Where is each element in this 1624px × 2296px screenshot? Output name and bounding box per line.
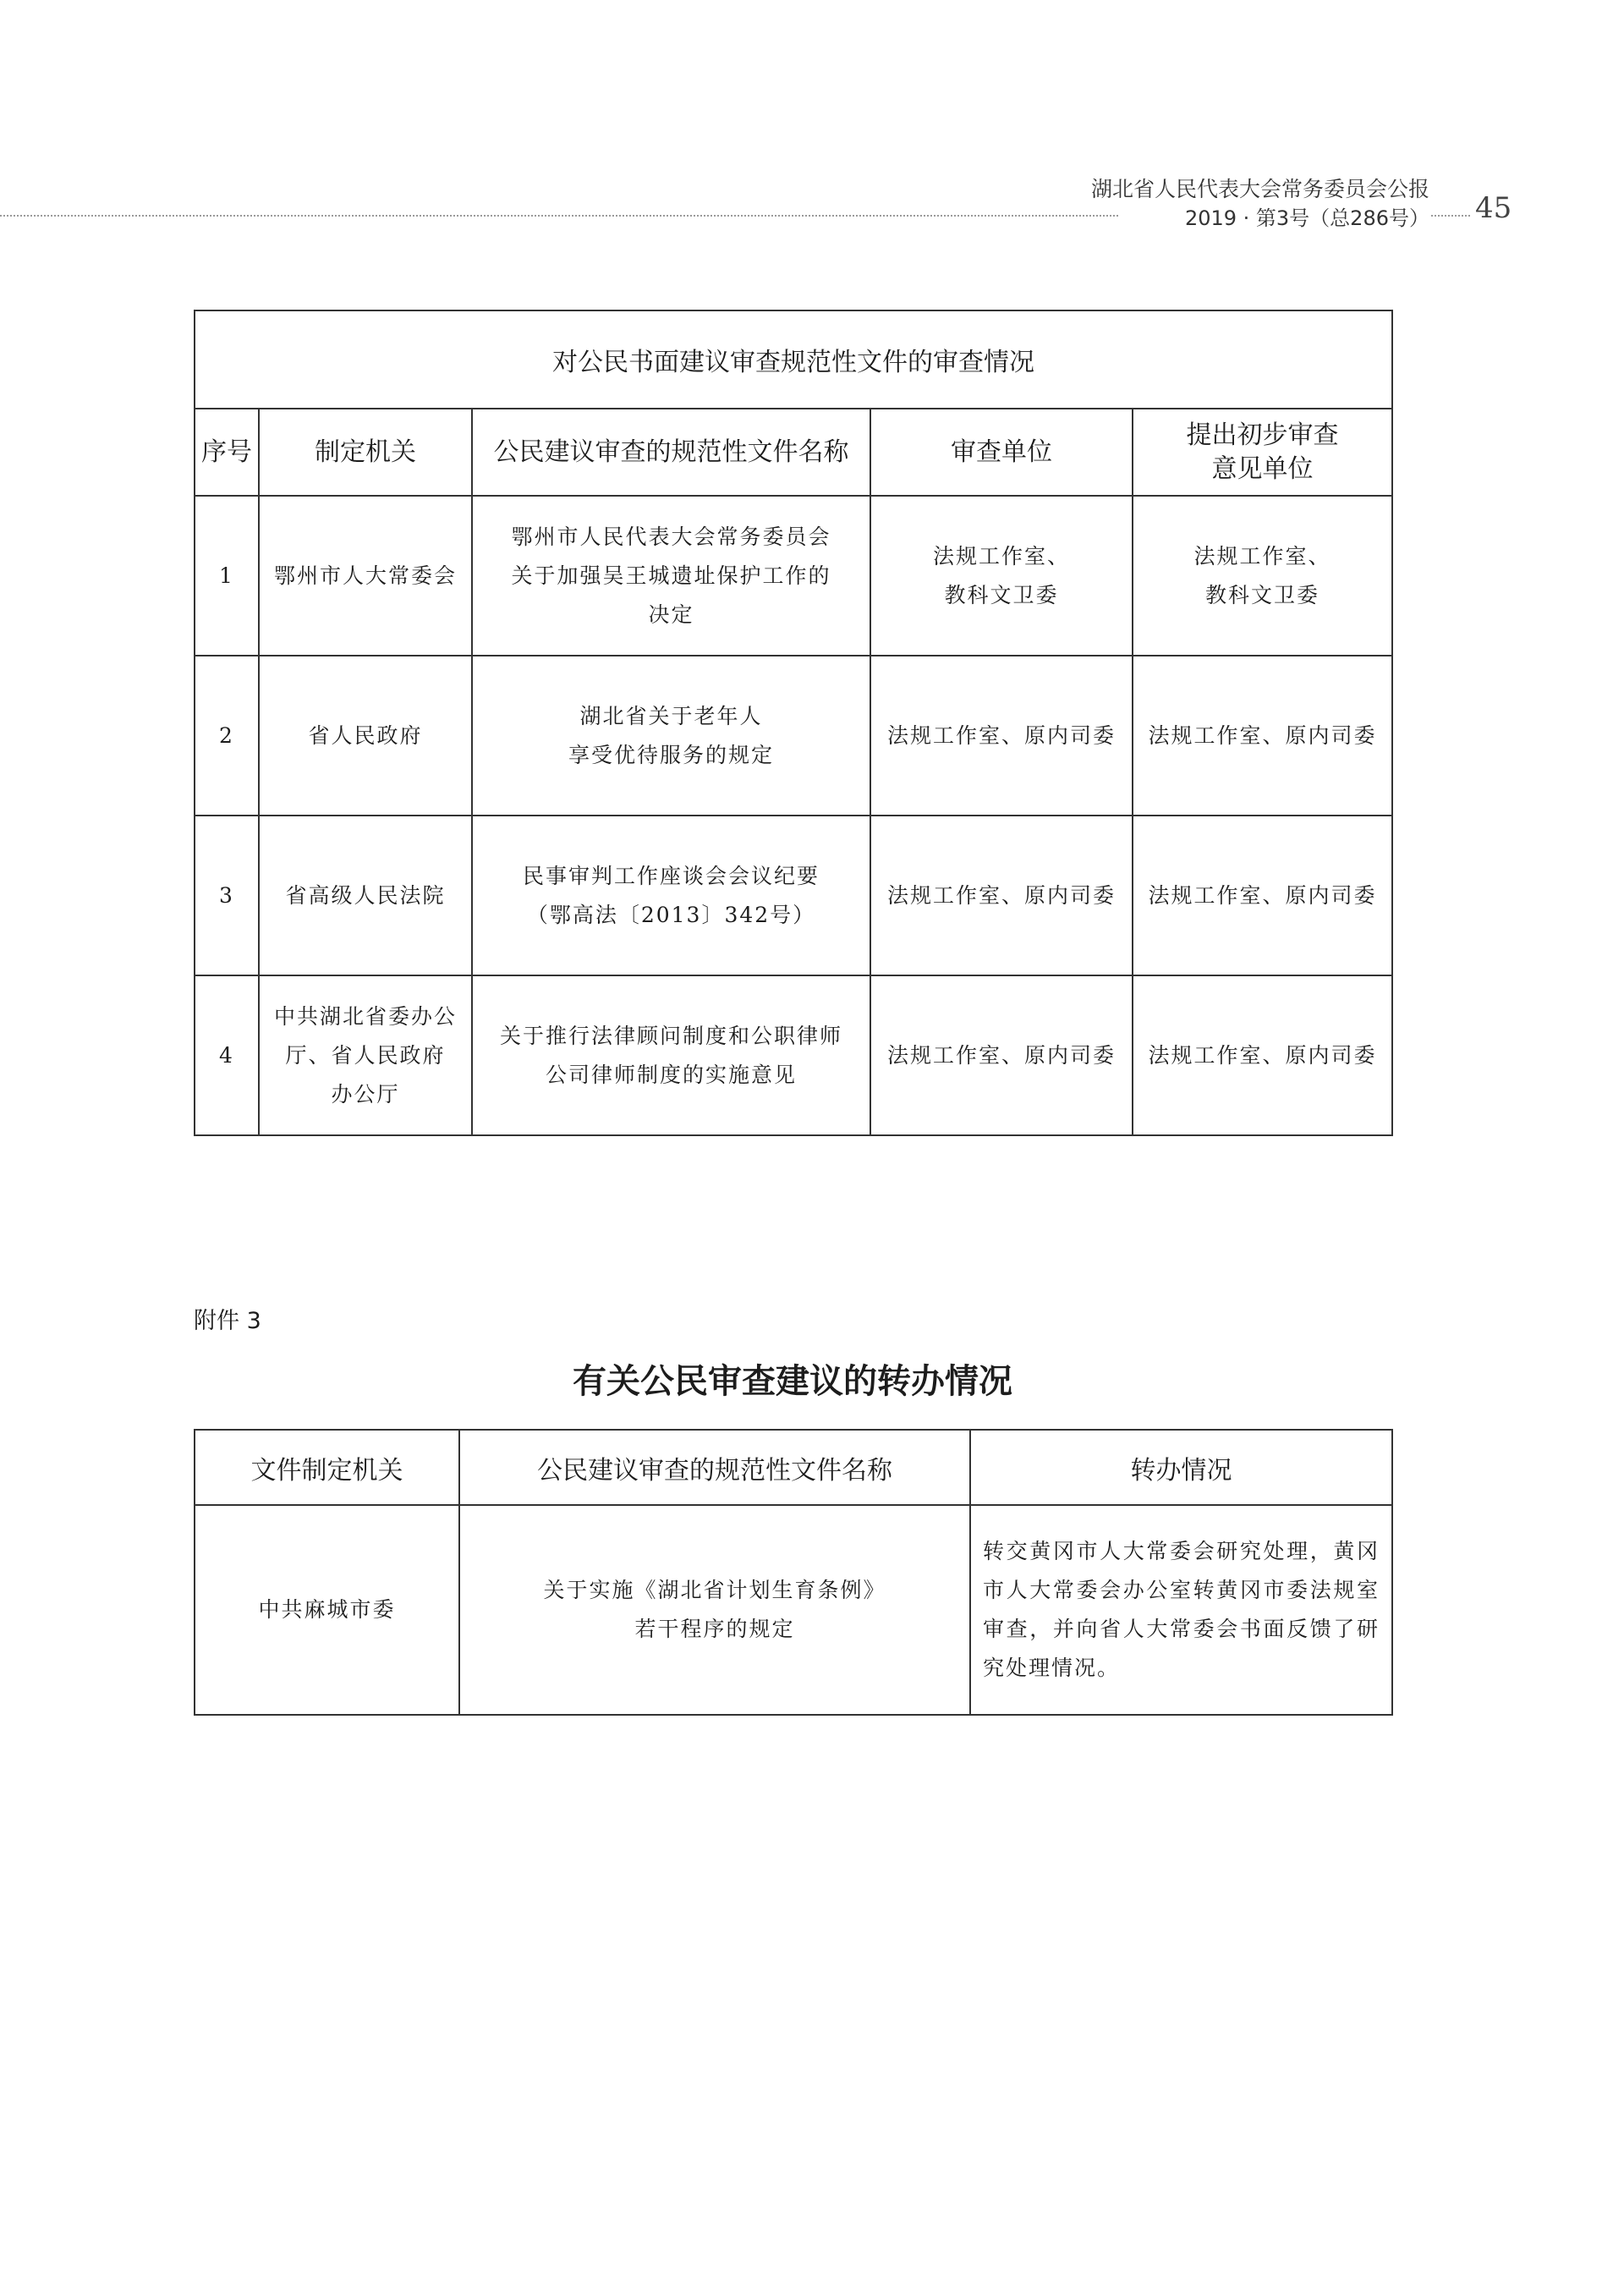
column-header: 审查单位 (870, 409, 1133, 496)
referral-status-table (194, 1429, 1393, 1716)
header-dotted-rule (0, 215, 1118, 217)
table-cell: 3 (195, 816, 259, 975)
table-cell: 湖北省关于老年人 享受优待服务的规定 (472, 656, 870, 816)
page-number: 45 (1475, 191, 1512, 225)
column-header: 转办情况 (970, 1430, 1392, 1505)
table-cell: 法规工作室、原内司委 (870, 656, 1133, 816)
attachment-label: 附件 3 (194, 1308, 261, 1334)
column-header: 公民建议审查的规范性文件名称 (472, 409, 870, 496)
journal-title: 湖北省人民代表大会常务委员会公报 (1090, 177, 1429, 201)
table-cell: 省高级人民法院 (259, 816, 472, 975)
table-cell: 法规工作室、原内司委 (870, 975, 1133, 1135)
table-row (195, 496, 1392, 656)
header-dotted-rule-right (1431, 215, 1470, 217)
table-row (195, 656, 1392, 816)
table-header-row (195, 1430, 1392, 1505)
table-cell: 省人民政府 (259, 656, 472, 816)
column-header: 文件制定机关 (195, 1430, 459, 1505)
table-cell: 中共湖北省委办公 厅、省人民政府 办公厅 (259, 975, 472, 1135)
table-cell: 法规工作室、原内司委 (1133, 656, 1392, 816)
table-cell: 4 (195, 975, 259, 1135)
table-cell: 关于实施《湖北省计划生育条例》 若干程序的规定 (459, 1505, 970, 1715)
column-header: 制定机关 (259, 409, 472, 496)
table-cell: 鄂州市人民代表大会常务委员会 关于加强吴王城遗址保护工作的 决定 (472, 496, 870, 656)
issue-number: 2019 · 第3号（总286号） (1184, 206, 1429, 230)
table-title: 对公民书面建议审查规范性文件的审查情况 (195, 310, 1392, 409)
table-row (195, 1505, 1392, 1715)
table-cell: 中共麻城市委 (195, 1505, 459, 1715)
table-cell: 法规工作室、原内司委 (1133, 975, 1392, 1135)
column-header: 序号 (195, 409, 259, 496)
section-title: 有关公民审查建议的转办情况 (573, 1361, 1012, 1401)
table-cell: 法规工作室、 教科文卫委 (1133, 496, 1392, 656)
table-cell: 2 (195, 656, 259, 816)
table-cell: 民事审判工作座谈会会议纪要 （鄂高法〔2013〕342号） (472, 816, 870, 975)
table-cell: 关于推行法律顾问制度和公职律师 公司律师制度的实施意见 (472, 975, 870, 1135)
table-header-row (195, 409, 1392, 496)
table-row (195, 816, 1392, 975)
table-cell: 鄂州市人大常委会 (259, 496, 472, 656)
table-cell: 法规工作室、原内司委 (1133, 816, 1392, 975)
column-header: 公民建议审查的规范性文件名称 (459, 1430, 970, 1505)
column-header: 提出初步审查 意见单位 (1133, 409, 1392, 496)
table-cell: 法规工作室、原内司委 (870, 816, 1133, 975)
table-row (195, 975, 1392, 1135)
review-status-table (194, 310, 1393, 1136)
table-cell: 1 (195, 496, 259, 656)
table-cell: 转交黄冈市人大常委会研究处理，黄冈市人大常委会办公室转黄冈市委法规室审查，并向省人大常委会书面反馈了研究处理情况。 (970, 1505, 1392, 1715)
table-cell: 法规工作室、 教科文卫委 (870, 496, 1133, 656)
